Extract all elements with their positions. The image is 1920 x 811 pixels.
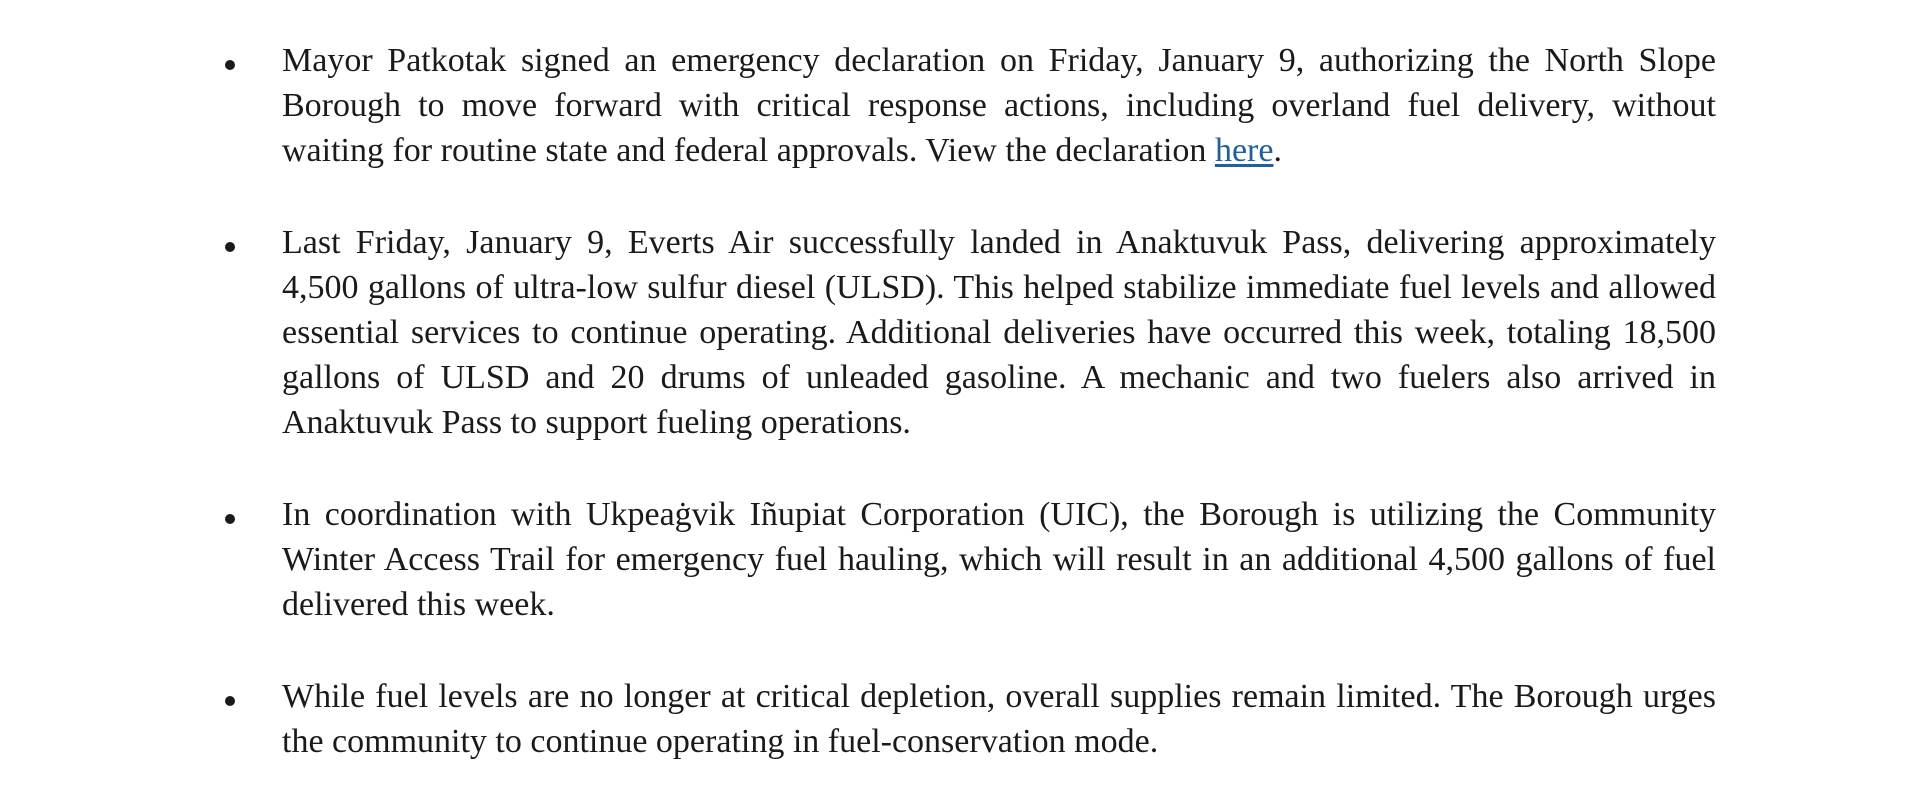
list-item-fuel-conservation [220,674,1720,764]
list-item-winter-trail-hauling [220,492,1720,627]
declaration-trailing: . [1273,132,1282,169]
update-bullet-list [220,38,1720,811]
declaration-text: Mayor Patkotak signed an emergency declaration on Friday, January 9, authorizing the North Slope Borough to move forward with critical response actions, including overland fuel delivery, without waiting for routine state and federal approvals. View the declaration [282,42,1716,169]
bullet-text: While fuel levels are no longer at critical depletion, overall supplies remain limited. The Borough urges the community to continue operating in fuel-conservation mode. [282,678,1716,760]
bullet-icon [225,242,235,252]
list-item-emergency-declaration [220,38,1720,173]
bullet-icon [225,60,235,70]
bullet-text: Last Friday, January 9, Everts Air successfully landed in Anaktuvuk Pass, delivering approximately 4,500 gallons of ultra-low sulfur diesel (ULSD). This helped stabilize immediate fuel levels and allowed essential services to continue operating. Additional deliveries have occurred this week, totaling 18,500 gallons of ULSD and 20 drums of unleaded gasoline. A mechanic and two fuelers also arrived in Anaktuvuk Pass to support fueling operations. [282,224,1716,441]
bullet-icon [225,696,235,706]
list-item-everts-air-delivery [220,220,1720,445]
bullet-icon [225,514,235,524]
declaration-link[interactable]: here [1214,132,1274,169]
bullet-text [282,38,1716,173]
bullet-text: In coordination with Ukpeaġvik Iñupiat Corporation (UIC), the Borough is utilizing the Community Winter Access Trail for emergency fuel hauling, which will result in an additional 4,500 gallons of fuel delivered this week. [282,496,1716,623]
